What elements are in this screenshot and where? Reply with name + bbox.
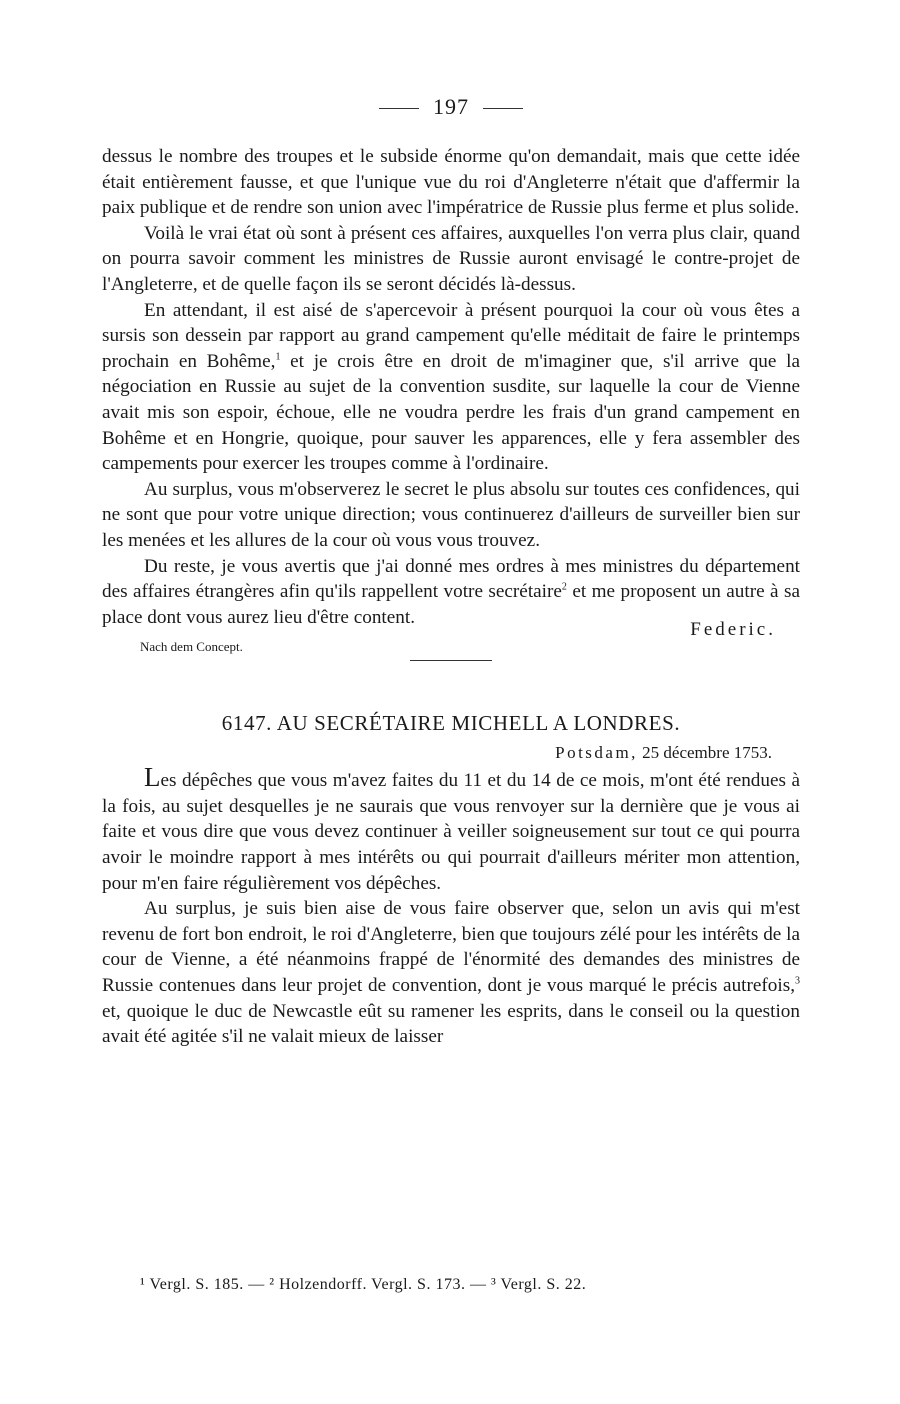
source-note: Nach dem Concept.: [140, 639, 243, 655]
place-date: [102, 741, 800, 765]
footnote-ref-1: 1: [275, 351, 281, 363]
letter-body: [102, 762, 800, 1050]
paragraph-5-text-b: et me proposent un autre à sa place dont vous aurez lieu d'être content.: [102, 581, 800, 628]
paragraph-5-text-a: Du reste, je vous avertis que j'ai donné mes ordres à mes ministres du département des affaires étrangères afin qu'ils rappellent votre secrétaire: [102, 555, 800, 603]
letter-date: 25 décembre 1753.: [642, 743, 772, 763]
paragraph-3: [102, 298, 800, 477]
footnotes: ¹ Vergl. S. 185. — ² Holzendorff. Vergl. S. 173. — ³ Vergl. S. 22.: [140, 1276, 587, 1293]
paragraph-4: Au surplus, vous m'observerez le secret le plus absolu sur toutes ces confidences, qui ne sont que pour votre unique direction; vous continuerez d'ailleurs de surveiller bien sur les menées et les allures de la cour où vous vous trouvez.: [102, 478, 800, 551]
right-dash: [483, 108, 523, 109]
drop-cap: L: [144, 762, 161, 793]
paragraph-3-text-a: En attendant, il est aisé de s'apercevoir à présent pourquoi la cour où vous êtes a sursis son dessein par rapport au grand campement qu'elle méditait de faire le printemps prochain en Bohême,: [102, 299, 800, 372]
page-number: 197: [433, 94, 469, 119]
letter-heading: 6147. AU SECRÉTAIRE MICHELL A LONDRES.: [221, 711, 681, 736]
letter-place: Potsdam,: [555, 743, 638, 763]
footnote-ref-2: 2: [561, 581, 567, 593]
continuation-paragraph: dessus le nombre des troupes et le subside énorme qu'on demandait, mais que cette idée était entièrement fausse, et que l'unique vue du roi d'Angleterre n'était que d'affermir la paix publique et de rendre son union avec l'impératrice de Russie plus ferme et plus solide.: [102, 146, 800, 219]
letter-paragraph-2-text-b: et, quoique le duc de Newcastle eût su ramener les esprits, dans le conseil ou la question avait été agitée s'il ne valait mieux de laisser: [102, 1000, 800, 1048]
book-page: [102, 92, 800, 1050]
letter-paragraph-2-text-a: Au surplus, je suis bien aise de vous faire observer que, selon un avis qui m'est revenu de fort bon endroit, le roi d'Angleterre, bien que toujours zélé pour les intérêts de la cour de Vienne, a été néanmoins frappé de l'énormité des demandes des ministres de Russie contenues dans leur projet de convention, dont je vous marqué le précis autrefois,: [102, 898, 800, 997]
paragraph-2: Voilà le vrai état où sont à présent ces affaires, auxquelles l'on verra plus clair, quand on pourra savoir comment les ministres de Russie auront envisagé le contre-projet de l'Angleterre, et de quelle façon ils se seront décidés là-dessus.: [102, 222, 800, 295]
signature: Federic.: [690, 619, 776, 641]
letter-paragraph-2: [102, 896, 800, 1050]
paragraph-3-text-b: et je crois être en droit de m'imaginer que, s'il arrive que la négociation en Russie au sujet de la convention susdite, sur laquelle la cour de Vienne avait mis son espoir, échoue, elle ne voudra perdre les frais d'un grand campement en Bohême et en Hongrie, quoique, pour sauver les apparences, elle y fera assembler des campements pour exercer les troupes comme à l'ordinaire.: [102, 350, 800, 475]
section-divider: [410, 660, 492, 661]
letter-paragraph-1-text: es dépêches que vous m'avez faites du 11 et du 14 de ce mois, m'ont été rendues à la fois, au sujet desquelles je ne saurais que vous renvoyer sur la dernière que je vous ai faite et vous dire que vous devez continuer à veiller soigneusement sur tout ce qui pourra avoir le moindre rapport à mes intérêts ou qui pourrait d'ailleurs mériter mon attention, pour m'en faire régulièrement vos dépêches.: [102, 770, 800, 894]
letter-paragraph-1: [102, 762, 800, 896]
left-dash: [379, 108, 419, 109]
footnote-ref-3: 3: [795, 975, 800, 987]
page-number-line: [102, 92, 800, 122]
